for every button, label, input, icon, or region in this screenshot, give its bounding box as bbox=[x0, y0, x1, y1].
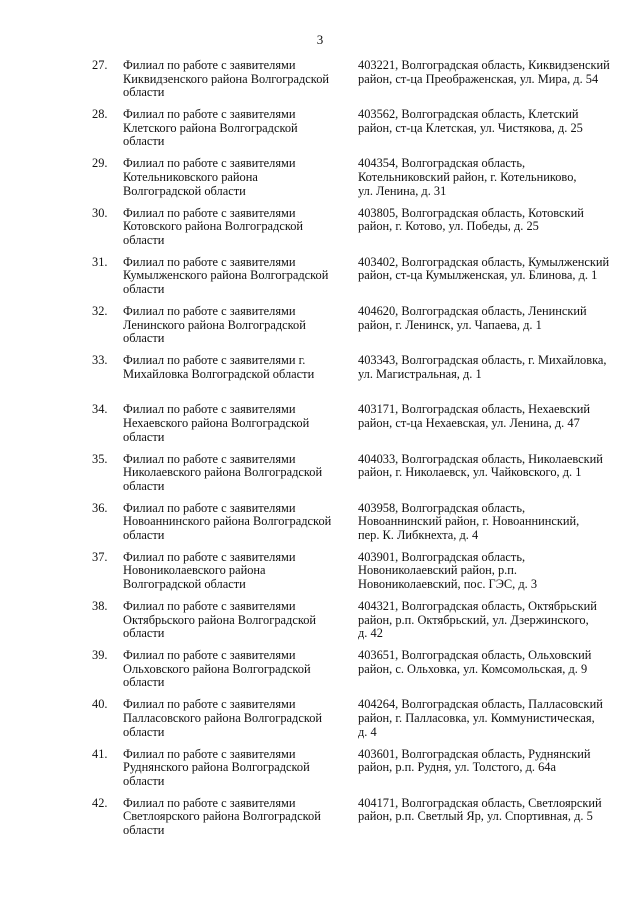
branch-name: Филиал по работе с заявителями Новоаннинского района Волгоградской области bbox=[123, 500, 332, 542]
list-item bbox=[0, 748, 640, 797]
list-item bbox=[0, 502, 640, 551]
branch-address: 403651, Волгоградская область, Ольховский район, с. Ольховка, ул. Комсомольская, д. 9 bbox=[358, 648, 592, 676]
branch-address: 403562, Волгоградская область, Клетский район, ст-ца Клетская, ул. Чистякова, д. 25 bbox=[358, 107, 583, 135]
list-item bbox=[0, 600, 640, 649]
entry-number: 42. bbox=[92, 795, 108, 810]
branch-name: Филиал по работе с заявителями Нехаевского района Волгоградской области bbox=[123, 402, 310, 444]
branch-name: Филиал по работе с заявителями Николаевского района Волгоградской области bbox=[123, 451, 323, 493]
branch-name: Филиал по работе с заявителями Светлоярского района Волгоградской области bbox=[123, 795, 321, 837]
list-item bbox=[0, 354, 640, 403]
branch-name: Филиал по работе с заявителями Октябрьского района Волгоградской области bbox=[123, 599, 317, 641]
list-item bbox=[0, 256, 640, 305]
entry-number: 37. bbox=[92, 549, 108, 564]
branch-address: 403343, Волгоградская область, г. Михайловка, ул. Магистральная, д. 1 bbox=[358, 353, 607, 381]
branch-address: 404354, Волгоградская область, Котельниковский район, г. Котельниково, ул. Ленина, д. 31 bbox=[358, 156, 577, 198]
entry-number: 34. bbox=[92, 402, 108, 417]
list-item bbox=[0, 207, 640, 256]
branch-address: 403805, Волгоградская область, Котовский район, г. Котово, ул. Победы, д. 25 bbox=[358, 205, 584, 234]
entry-number: 40. bbox=[92, 697, 108, 712]
list-item bbox=[0, 797, 640, 846]
branch-name: Филиал по работе с заявителями Котельниковского района Волгоградской области bbox=[123, 156, 296, 198]
list-item bbox=[0, 453, 640, 502]
branch-name: Филиал по работе с заявителями г. Михайловка Волгоградской области bbox=[123, 353, 315, 381]
page-number: 3 bbox=[316, 32, 324, 47]
branch-name: Филиал по работе с заявителями Киквидзенского района Волгоградской области bbox=[123, 58, 330, 100]
branch-address: 403601, Волгоградская область, Руднянский район, р.п. Рудня, ул. Толстого, д. 64а bbox=[358, 746, 591, 775]
branch-name: Филиал по работе с заявителями Новониколаевского района Волгоградской области bbox=[123, 549, 296, 592]
entry-number: 32. bbox=[92, 303, 108, 318]
branch-address: 404321, Волгоградская область, Октябрьский район, р.п. Октябрьский, ул. Дзержинского, д. 42 bbox=[358, 599, 597, 641]
branch-name: Филиал по работе с заявителями Ольховского района Волгоградской области bbox=[123, 648, 311, 690]
entry-number: 33. bbox=[92, 353, 108, 368]
entry-number: 36. bbox=[92, 500, 108, 515]
entry-number: 29. bbox=[92, 156, 108, 171]
branch-name: Филиал по работе с заявителями Палласовского района Волгоградской области bbox=[123, 697, 323, 739]
branch-address: 403171, Волгоградская область, Нехаевский район, ст-ца Нехаевская, ул. Ленина, д. 47 bbox=[358, 402, 591, 430]
branch-name: Филиал по работе с заявителями Клетского района Волгоградской области bbox=[123, 107, 298, 149]
branch-name: Филиал по работе с заявителями Ленинского района Волгоградской области bbox=[123, 303, 306, 346]
entry-number: 31. bbox=[92, 254, 108, 269]
branch-list bbox=[0, 59, 640, 846]
branch-address: 404264, Волгоградская область, Палласовский район, г. Палласовка, ул. Коммунистическая, д. 4 bbox=[358, 697, 603, 739]
list-item bbox=[0, 403, 640, 452]
branch-name: Филиал по работе с заявителями Котовского района Волгоградской области bbox=[123, 205, 304, 247]
list-item bbox=[0, 649, 640, 698]
list-item bbox=[0, 551, 640, 600]
branch-address: 404171, Волгоградская область, Светлоярский район, р.п. Светлый Яр, ул. Спортивная, д. 5 bbox=[358, 795, 602, 824]
branch-name: Филиал по работе с заявителями Руднянского района Волгоградской области bbox=[123, 746, 310, 788]
branch-address: 403901, Волгоградская область, Новониколаевский район, р.п. Новониколаевский, пос. ГЭС, д. 3 bbox=[358, 549, 538, 592]
entry-number: 30. bbox=[92, 205, 108, 220]
list-item bbox=[0, 59, 640, 108]
list-item bbox=[0, 157, 640, 206]
list-item bbox=[0, 698, 640, 747]
entry-number: 28. bbox=[92, 107, 108, 122]
list-item bbox=[0, 305, 640, 354]
branch-name: Филиал по работе с заявителями Кумылженского района Волгоградской области bbox=[123, 254, 329, 296]
entry-number: 27. bbox=[92, 58, 108, 72]
entry-number: 35. bbox=[92, 451, 108, 466]
branch-address: 404033, Волгоградская область, Николаевский район, г. Николаевск, ул. Чайковского, д. 1 bbox=[358, 451, 603, 480]
list-item bbox=[0, 108, 640, 157]
branch-address: 403958, Волгоградская область, Новоаннинский район, г. Новоаннинский, пер. К. Либкнехта, д. 4 bbox=[358, 500, 580, 542]
entry-number: 39. bbox=[92, 648, 108, 663]
entry-number: 41. bbox=[92, 746, 108, 761]
branch-address: 403221, Волгоградская область, Киквидзенский район, ст-ца Преображенская, ул. Мира, д. 54 bbox=[358, 58, 610, 86]
branch-address: 404620, Волгоградская область, Ленинский район, г. Ленинск, ул. Чапаева, д. 1 bbox=[358, 303, 587, 332]
entry-number: 38. bbox=[92, 599, 108, 614]
branch-address: 403402, Волгоградская область, Кумылженский район, ст-ца Кумылженская, ул. Блинова, д. 1 bbox=[358, 254, 610, 283]
